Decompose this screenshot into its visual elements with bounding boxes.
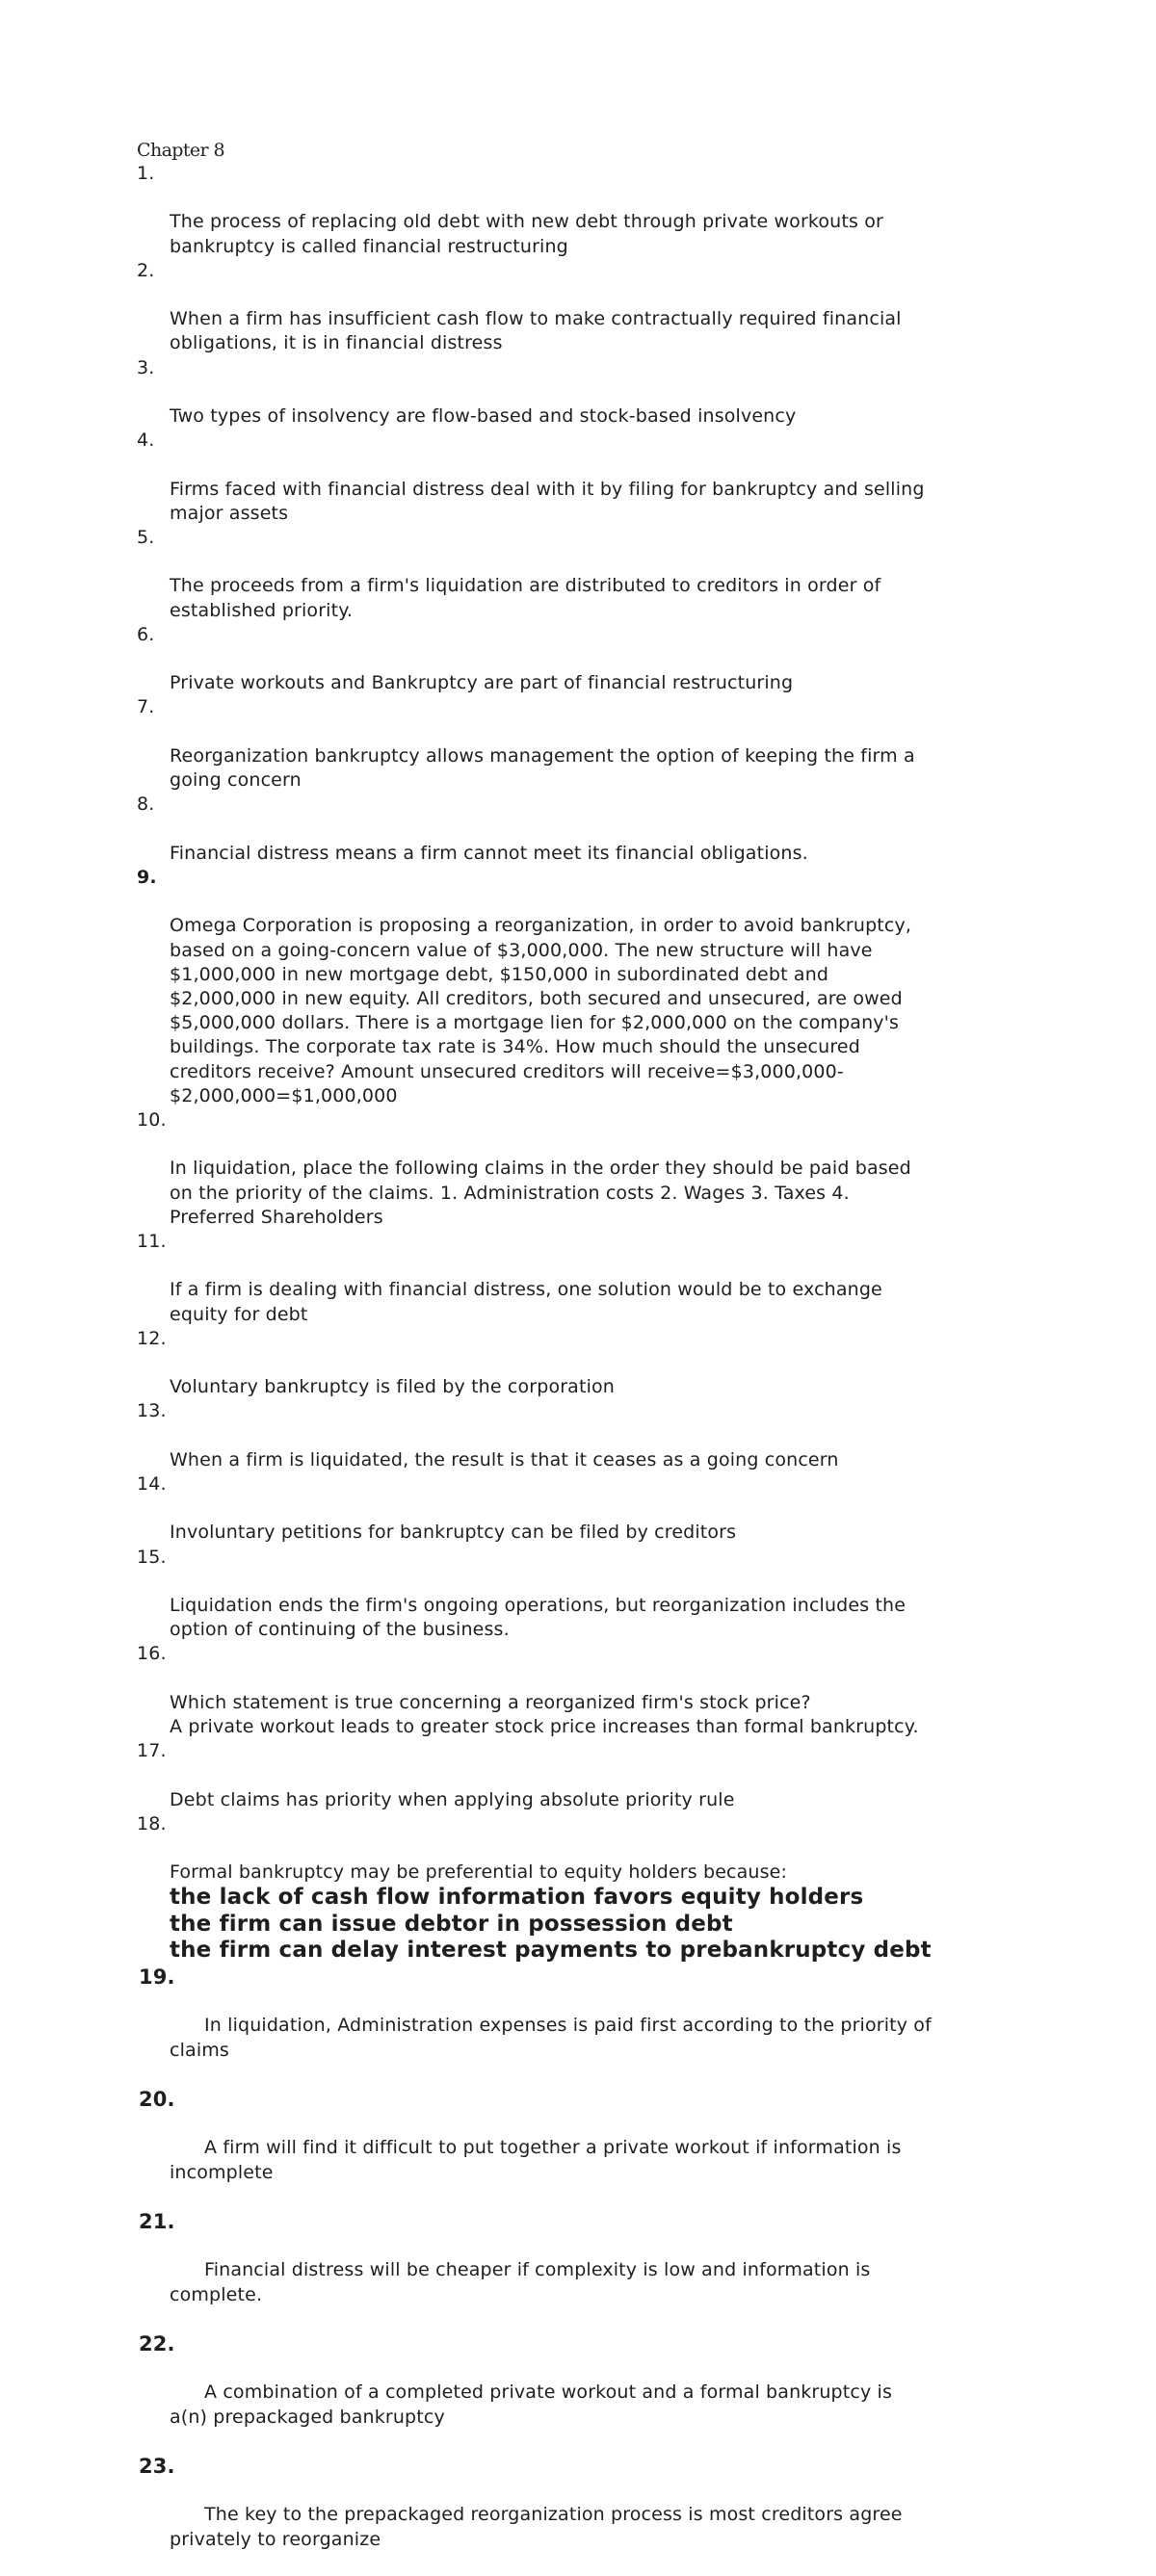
item-text (135, 2136, 1002, 2184)
list-item (0, 162, 1037, 259)
list-item (0, 1812, 1037, 1886)
item-text: The process of replacing old debt with new debt through private workouts or bankruptcy is called financial restructuring (170, 211, 883, 257)
list-item (0, 1327, 1037, 1400)
item-text: If a firm is dealing with financial distress, one solution would be to exchange equity for debt (170, 1279, 882, 1325)
item-text-content: The key to the prepackaged reorganization process is most creditors agree privately to reorganize (170, 2504, 903, 2550)
list-item (0, 2088, 1002, 2209)
item-text: Involuntary petitions for bankruptcy can be filed by creditors (170, 1522, 737, 1544)
list-item (0, 1472, 1037, 1546)
list-item (0, 1739, 1037, 1812)
item-number: 1. (137, 163, 155, 184)
answer-line: the firm can issue debtor in possession debt (170, 1911, 733, 1937)
item-number: 23. (139, 2454, 175, 2478)
list-item (0, 259, 1037, 356)
list-item (0, 429, 1037, 526)
item-text: In liquidation, place the following claims in the order they should be paid based on the priority of the claims. 1. Administration costs 2. Wages 3. Taxes 4. Preferred Shareholders (170, 1158, 911, 1228)
list-item (0, 866, 1037, 1108)
item-number: 20. (139, 2087, 175, 2111)
item-number: 14. (137, 1472, 167, 1495)
item-text (135, 2258, 1002, 2306)
item-number: 6. (137, 623, 155, 645)
item-number: 16. (137, 1643, 167, 1665)
item-number: 21. (139, 2209, 175, 2233)
item-number: 7. (137, 696, 155, 718)
list-item (0, 356, 1037, 429)
item-text-content: A firm will find it difficult to put together a private workout if information is incomplete (170, 2137, 902, 2183)
item-text (135, 2014, 1002, 2062)
item-number: 19. (139, 1965, 175, 1989)
item-text-content: Financial distress will be cheaper if complexity is low and information is complete. (170, 2259, 871, 2305)
list-item (0, 2455, 1002, 2576)
list-item (0, 695, 1037, 793)
answer-line: the lack of cash flow information favors equity holders (170, 1885, 864, 1911)
list-item (0, 2332, 1002, 2454)
item-number: 9. (137, 866, 157, 888)
item-text (135, 2503, 1002, 2551)
item-number: 18. (137, 1812, 167, 1834)
item-text: Omega Corporation is proposing a reorganization, in order to avoid bankruptcy, based on a going-concern value of $3,000,000. The new structure will have $1,000,000 in new mortgage debt, $150,000 in subordinated debt and $2,000,000 in new equity. All creditors, both secured and unsecured, are owed $5,000,000 dollars. There is a mortgage lien for $2,000,000 on the company's buildings. The corporate tax rate is 34%. How much should the unsecured creditors receive? Amount unsecured creditors will receive=$3,000,000- $2,000,000=$1,000,000 (170, 915, 912, 1106)
item-number: 15. (137, 1546, 167, 1568)
item-text: When a firm has insufficient cash flow to make contractually required financial obligations, it is in financial distress (170, 308, 902, 354)
item-number: 2. (137, 259, 155, 281)
list-item (0, 1108, 1037, 1230)
item-text: Which statement is true concerning a reorganized firm's stock price? A private workout leads to greater stock price increases than formal bankruptcy. (170, 1691, 919, 1737)
question-list (0, 162, 1156, 2576)
list-item (0, 1546, 1037, 1643)
item-number: 12. (137, 1327, 167, 1349)
item-number: 3. (137, 356, 155, 378)
item-text: Firms faced with financial distress deal with it by filing for bankruptcy and selling major assets (170, 478, 925, 524)
item-text: The proceeds from a firm's liquidation are distributed to creditors in order of established priority. (170, 575, 881, 621)
item-text: Financial distress means a firm cannot meet its financial obligations. (170, 842, 808, 864)
item-text-content: A combination of a completed private workout and a formal bankruptcy is a(n) prepackaged bankruptcy (170, 2381, 893, 2428)
list-item (0, 2210, 1002, 2331)
item-text-content: In liquidation, Administration expenses is paid first according to the priority of claims (170, 2015, 932, 2061)
item-number: 4. (137, 429, 155, 452)
item-text: Liquidation ends the firm's ongoing operations, but reorganization includes the option of continuing of the business. (170, 1594, 906, 1641)
item-text: Two types of insolvency are flow-based and stock-based insolvency (170, 405, 797, 428)
list-item (0, 1642, 1037, 1739)
list-item (0, 623, 1037, 696)
item-number: 11. (137, 1230, 167, 1252)
chapter-title: Chapter 8 (137, 140, 224, 161)
list-item (0, 1230, 1037, 1327)
answer-line: the firm can delay interest payments to prebankruptcy debt (170, 1938, 932, 1964)
item-text: Debt claims has priority when applying absolute priority rule (170, 1788, 735, 1810)
item-number: 10. (137, 1108, 167, 1131)
item-number: 5. (137, 527, 155, 549)
item-number: 13. (137, 1400, 167, 1422)
item-text: Private workouts and Bankruptcy are part of financial restructuring (170, 672, 794, 694)
item-text (135, 2381, 1002, 2429)
item-text: Voluntary bankruptcy is filed by the corporation (170, 1376, 615, 1398)
list-item (0, 1399, 1037, 1472)
item-text: When a firm is liquidated, the result is that it ceases as a going concern (170, 1448, 839, 1470)
item-number: 17. (137, 1740, 167, 1762)
list-item (0, 526, 1037, 623)
list-item (0, 793, 1037, 866)
item-number: 22. (139, 2331, 175, 2355)
item-number: 8. (137, 794, 155, 816)
item-text: Formal bankruptcy may be preferential to equity holders because: (170, 1861, 788, 1884)
item-text: Reorganization bankruptcy allows management the option of keeping the firm a going concern (170, 744, 915, 792)
list-item (0, 1965, 1002, 2087)
